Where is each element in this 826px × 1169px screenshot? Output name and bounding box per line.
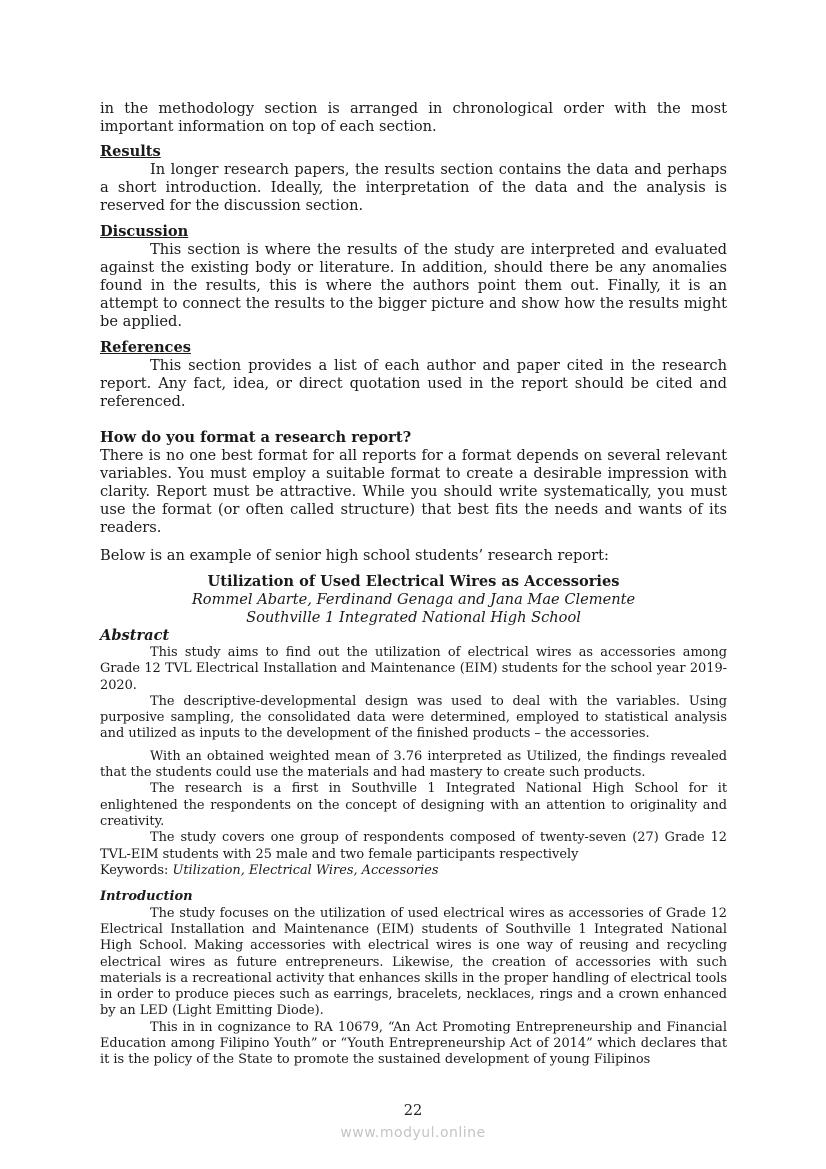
section-results (100, 143, 727, 215)
section-body: This section is where the results of the study are interpreted and evaluated against the existing body or literature. In addition, should there be any anomalies found in the results, this is where the authors point them out. Finally, it is an attempt to connect the results to the bigger picture and show how the results might be applied. (100, 241, 727, 330)
introduction-paragraph: The study focuses on the utilization of used electrical wires as accessories of Grade 12 Electrical Installation and Maintenance (EIM) students of Southville 1 Integrated National High School. Making accessories with electrical wires is one way of reusing and recycling electrical wires as future entrepreneurs. Likewise, the creation of accessories with such materials is a recreational activity that enhances skills in the proper handling of electrical tools in order to produce pieces such as earrings, bracelets, necklaces, rings and a crown enhanced by an LED (Light Emitting Diode). (100, 905, 727, 1019)
report-title: Utilization of Used Electrical Wires as Accessories (207, 573, 620, 590)
keywords-line (100, 863, 727, 879)
format-body: There is no one best format for all reports for a format depends on several relevant variables. You must employ a suitable format to create a desirable impression with clarity. Report must be attractive. While you should write systematically, you must use the format (or often called structure) that best fits the needs and wants of its readers. (100, 447, 727, 536)
document-page (100, 100, 727, 1069)
abstract-paragraph: The research is a first in Southville 1 Integrated National High School for it enlightened the respondents on the concept of designing with an attention to originality and creativity. (100, 781, 727, 829)
section-body: In longer research papers, the results section contains the data and perhaps a short introduction. Ideally, the interpretation of the data and the analysis is reserved for the discussion section. (100, 161, 727, 214)
section-references (100, 339, 727, 411)
format-heading: How do you format a research report? (100, 429, 412, 446)
format-section (100, 429, 727, 565)
example-intro: Below is an example of senior high school students’ research report: (100, 547, 609, 564)
report-authors: Rommel Abarte, Ferdinand Genaga and Jana Mae Clemente (191, 591, 636, 608)
example-report (100, 573, 727, 1069)
keywords-value: Utilization, Electrical Wires, Accessories (172, 862, 439, 878)
section-discussion (100, 223, 727, 331)
intro-continuation: in the methodology section is arranged in chronological order with the most important information on top of each section. (100, 100, 727, 135)
abstract-paragraph: This study aims to find out the utilization of electrical wires as accessories among Grade 12 TVL Electrical Installation and Maintenance (EIM) students for the school year 2019-2020. (100, 645, 727, 693)
section-heading: Discussion (100, 223, 189, 240)
keywords-label: Keywords: (100, 862, 173, 878)
watermark: www.modyul.online (340, 1125, 486, 1141)
section-heading: References (100, 339, 191, 356)
introduction-paragraph: This in in cognizance to RA 10679, “An Act Promoting Entrepreneurship and Financial Education among Filipino Youth” or “Youth Entrepreneurship Act of 2014” which declares that it is the policy of the State to promote the sustained development of young Filipinos (100, 1019, 727, 1068)
section-heading: Results (100, 143, 161, 160)
abstract-paragraph: The study covers one group of respondents composed of twenty-seven (27) Grade 12 TVL-EIM students with 25 male and two female participants respectively (100, 830, 727, 862)
abstract-paragraph: The descriptive-developmental design was used to deal with the variables. Using purposive sampling, the consolidated data were determined, employed to statistical analysis and utilized as inputs to the development of the finished products – the accessories. (100, 693, 727, 742)
introduction-heading: Introduction (100, 889, 193, 905)
section-body: This section provides a list of each author and paper cited in the research report. Any fact, idea, or direct quotation used in the report should be cited and referenced. (100, 357, 727, 410)
abstract-heading: Abstract (100, 627, 170, 644)
report-school: Southville 1 Integrated National High School (246, 609, 581, 626)
abstract-paragraph: With an obtained weighted mean of 3.76 interpreted as Utilized, the findings revealed that the students could use the materials and had mastery to create such products. (100, 748, 727, 781)
page-number: 22 (403, 1102, 423, 1119)
